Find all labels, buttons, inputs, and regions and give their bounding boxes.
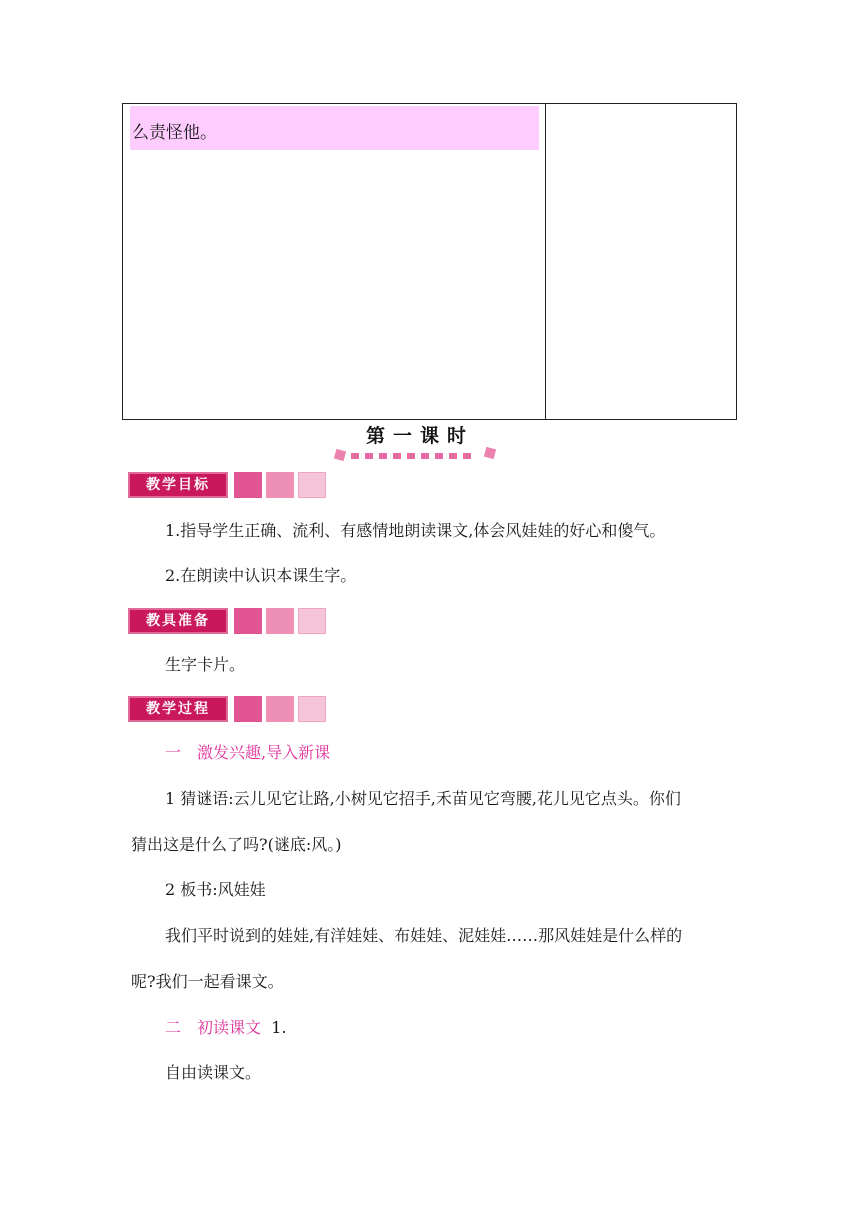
goal-item: 2.在朗读中认识本课生字。 — [165, 566, 357, 585]
step-heading-line — [165, 1018, 286, 1038]
section-block — [234, 472, 262, 498]
table-cell-text: 么责怪他。 — [132, 123, 217, 143]
step-heading: 二 初读课文 — [165, 1018, 262, 1037]
paragraph-line: 猜出这是什么了吗?(谜底:风。) — [131, 835, 342, 854]
deco-dash — [365, 453, 373, 459]
section-block — [266, 608, 294, 634]
section-label: 教具准备 — [128, 608, 228, 634]
section-label: 教学过程 — [128, 696, 228, 722]
section-block — [298, 696, 326, 722]
section-block — [266, 472, 294, 498]
deco-dash — [463, 453, 471, 459]
lesson-table — [122, 103, 737, 420]
title-decoration — [333, 446, 503, 464]
prep-text: 生字卡片。 — [165, 655, 246, 674]
section-header-prep — [128, 608, 323, 634]
paragraph-line: 呢?我们一起看课文。 — [131, 972, 284, 991]
goal-item: 1.指导学生正确、流利、有感情地朗读课文,体会风娃娃的好心和傻气。 — [165, 521, 666, 540]
deco-dash — [379, 453, 387, 459]
deco-dash — [449, 453, 457, 459]
paragraph-line: 2 板书:风娃娃 — [165, 880, 266, 899]
section-block — [234, 696, 262, 722]
section-header-goals — [128, 472, 323, 498]
section-block — [266, 696, 294, 722]
highlighted-cell — [130, 106, 539, 150]
deco-dash — [407, 453, 415, 459]
paragraph-line: 1 猜谜语:云儿见它让路,小树见它招手,禾苗见它弯腰,花儿见它点头。你们 — [165, 789, 681, 808]
deco-dash — [421, 453, 429, 459]
deco-dash — [393, 453, 401, 459]
deco-dash — [351, 453, 359, 459]
paragraph-line: 我们平时说到的娃娃,有洋娃娃、布娃娃、泥娃娃……那风娃娃是什么样的 — [165, 926, 683, 945]
section-block — [234, 608, 262, 634]
table-divider — [545, 104, 546, 419]
lesson-title: 第一课时 — [365, 425, 474, 447]
deco-square-left — [334, 449, 346, 461]
deco-dash — [435, 453, 443, 459]
section-label: 教学目标 — [128, 472, 228, 498]
section-block — [298, 608, 326, 634]
step-heading: 一 激发兴趣,导入新课 — [165, 743, 331, 762]
section-block — [298, 472, 326, 498]
paragraph-line: 自由读课文。 — [165, 1063, 262, 1082]
deco-square-right — [484, 447, 496, 459]
section-header-process — [128, 696, 323, 722]
step-number: 1. — [271, 1018, 287, 1037]
